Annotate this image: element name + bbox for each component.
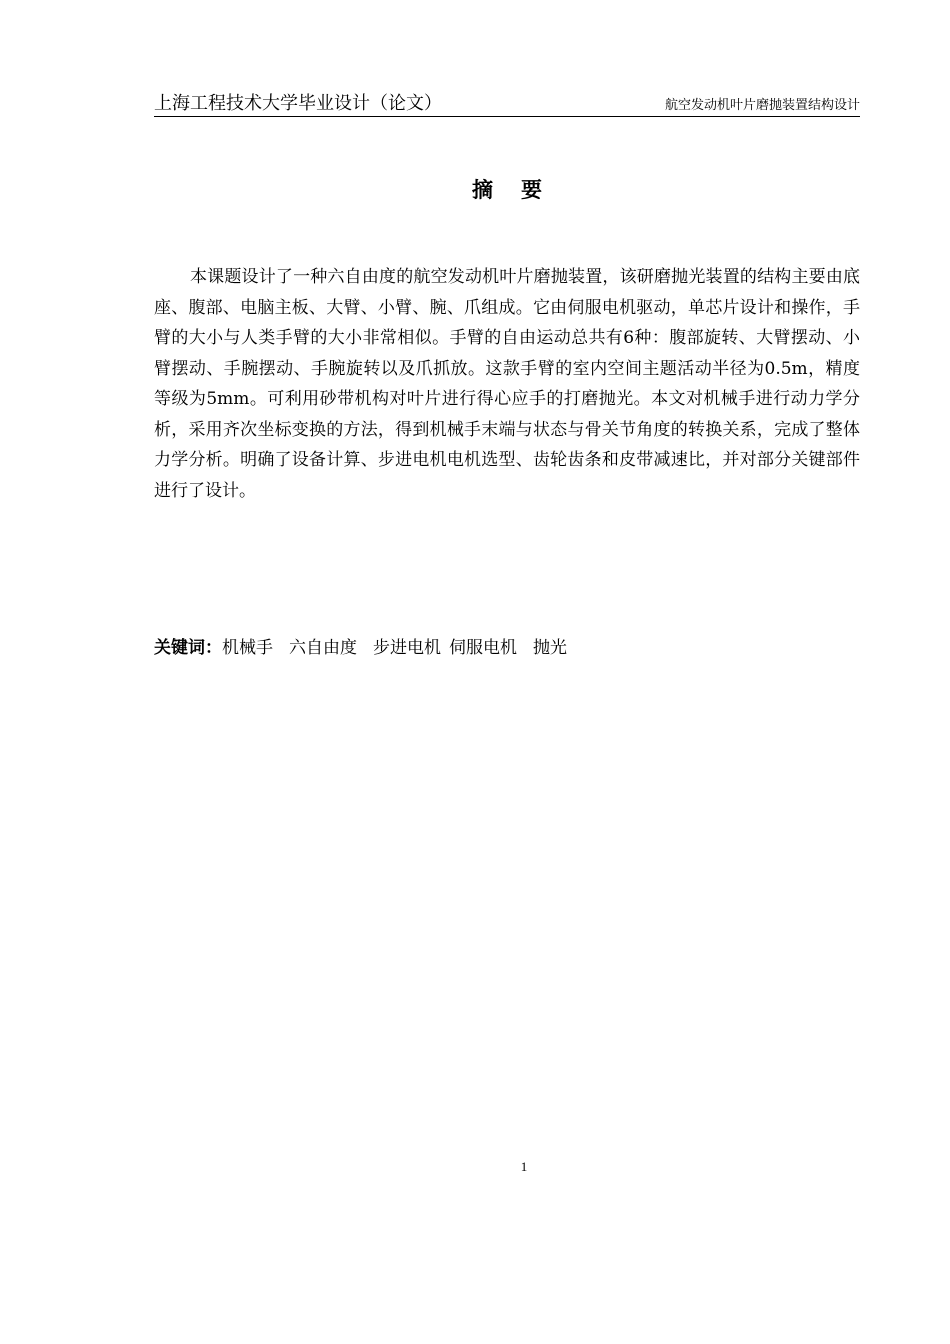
keyword-item: 六自由度 xyxy=(289,638,357,658)
keywords-label: 关键词： xyxy=(154,638,222,658)
abstract-paragraph: 本课题设计了一种六自由度的航空发动机叶片磨抛装置，该研磨抛光装置的结构主要由底座、腹部、电脑主板、大臂、小臂、腕、爪组成。它由伺服电机驱动，单芯片设计和操作，手臂的大小与人类手臂的大小非常相似。手臂的自由运动总共有6种：腹部旋转、大臂摆动、小臂摆动、手腕摆动、手腕旋转以及爪抓放。这款手臂的室内空间主题活动半径为0.5m，精度等级为5mm。可利用砂带机构对叶片进行得心应手的打磨抛光。本文对机械手进行动力学分析，采用齐次坐标变换的方法，得到机械手末端与状态与骨关节角度的转换关系，完成了整体力学分析。明确了设备计算、步进电机电机选型、齿轮齿条和皮带减速比，并对部分关键部件进行了设计。 xyxy=(154,267,860,501)
header-thesis-title: 航空发动机叶片磨抛装置结构设计 xyxy=(664,98,860,113)
abstract-heading: 摘要 xyxy=(472,178,570,202)
header-university-title: 上海工程技术大学毕业设计（论文） xyxy=(154,93,442,114)
keywords-line xyxy=(154,634,860,662)
keyword-item: 步进电机 xyxy=(373,638,441,658)
keyword-item: 抛光 xyxy=(533,638,567,658)
page-header xyxy=(154,92,860,117)
keyword-item: 机械手 xyxy=(222,638,273,658)
keyword-item: 伺服电机 xyxy=(449,638,517,658)
page-number: 1 xyxy=(520,1159,528,1174)
